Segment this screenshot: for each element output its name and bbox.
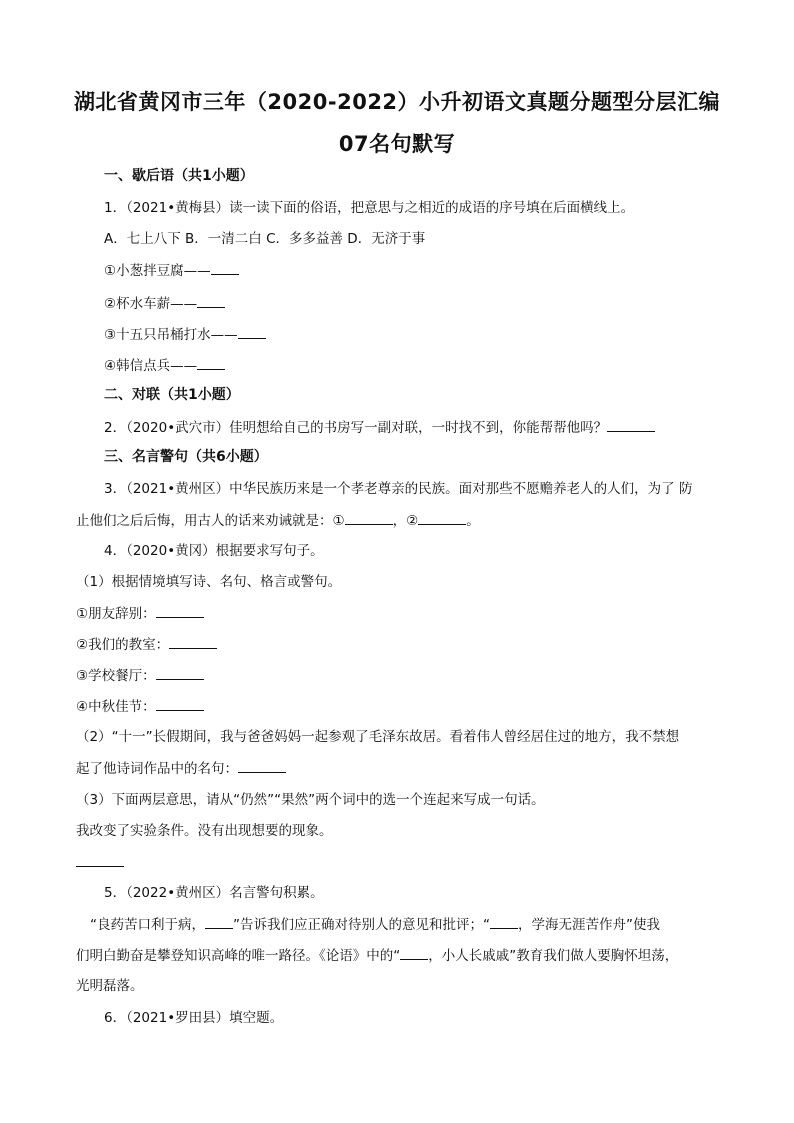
question-5-line3: 光明磊落。	[76, 978, 144, 994]
answer-blank[interactable]	[345, 510, 393, 525]
question-1-item	[104, 260, 239, 281]
document-title-line2: 07名句默写	[338, 132, 456, 156]
answer-blank[interactable]	[238, 758, 286, 773]
question-4-item	[76, 696, 204, 717]
answer-blank[interactable]	[197, 355, 225, 370]
item-label: ④中秋佳节：	[76, 699, 156, 715]
answer-blank[interactable]	[418, 510, 466, 525]
item-label: ①朋友辞别：	[76, 606, 156, 622]
section-heading-xiehouyu: 一、歇后语（共1小题）	[104, 168, 254, 184]
question-4-sub3-text: 我改变了实验条件。没有出现想要的现象。	[76, 823, 333, 839]
question-1-options: A．七上八下 B．一清二白 C．多多益善 D．无济于事	[104, 231, 426, 247]
question-4-sub3: （3）下面两层意思，请从“仍然”“果然”两个词中的选一个连起来写成一句话。	[76, 792, 545, 808]
question-4-stem: 4．（2020•黄冈）根据要求写句子。	[104, 543, 324, 559]
question-1-item	[104, 293, 225, 314]
answer-blank[interactable]	[197, 293, 225, 308]
question-4-sub2-line2	[76, 758, 286, 779]
answer-blank[interactable]	[211, 260, 239, 275]
item-label: ②我们的教室：	[76, 637, 170, 653]
question-4-sub2-text: 起了他诗词作品中的名句：	[76, 761, 238, 777]
question-5-line2	[76, 945, 678, 966]
document-title-line1: 湖北省黄冈市三年（2020-2022）小升初语文真题分题型分层汇编	[73, 90, 721, 114]
answer-blank[interactable]	[238, 324, 266, 339]
answer-blank[interactable]	[607, 417, 655, 432]
item-label: ①小葱拌豆腐——	[104, 263, 211, 279]
question-5-stem: 5．（2022•黄州区）名言警句积累。	[104, 885, 324, 901]
question-4-sub1: （1）根据情境填写诗、名句、格言或警句。	[76, 574, 342, 590]
question-5-line1	[90, 914, 660, 935]
item-label: ②杯水车薪——	[104, 296, 198, 312]
answer-blank[interactable]	[400, 945, 428, 960]
question-2-stem	[104, 417, 655, 438]
question-5-text-e: ，小人长戚戚”教育我们做人要胸怀坦荡，	[428, 948, 679, 964]
question-3-text-c: 。	[466, 513, 480, 529]
question-1-stem: 1．（2021•黄梅县）读一读下面的俗语，把意思与之相近的成语的序号填在后面横线上。	[104, 200, 635, 216]
question-6-stem: 6．（2021•罗田县）填空题。	[104, 1010, 284, 1026]
question-4-sub2-line1: （2）“十一”长假期间，我与爸爸妈妈一起参观了毛泽东故居。看着伟人曾经居住过的地方，我不禁想	[76, 729, 680, 745]
answer-blank[interactable]	[156, 696, 204, 711]
answer-blank[interactable]	[156, 603, 204, 618]
answer-blank[interactable]	[156, 665, 204, 680]
question-4-item	[76, 634, 217, 655]
question-5-text-d: 们明白勤奋是攀登知识高峰的唯一路径。《论语》中的“	[76, 948, 401, 964]
question-5-text-c: ，学海无涯苦作舟”使我	[518, 917, 660, 933]
item-label: ③学校餐厅：	[76, 668, 156, 684]
question-4-item	[76, 665, 204, 686]
question-3-text-a: 止他们之后后悔，用古人的话来劝诫就是：①	[76, 513, 345, 529]
answer-blank[interactable]	[205, 914, 233, 929]
question-3-line2	[76, 510, 480, 531]
section-heading-mingyan: 三、名言警句（共6小题）	[104, 449, 268, 465]
question-5-text-a: “良药苦口利于病，	[90, 917, 205, 933]
question-2-text: 2．（2020•武穴市）佳明想给自己的书房写一副对联，一时找不到，你能帮帮他吗？	[104, 420, 608, 436]
question-3-text-b: ，②	[392, 513, 419, 529]
answer-blank[interactable]	[490, 914, 518, 929]
answer-blank[interactable]	[76, 852, 124, 867]
question-1-item	[104, 355, 225, 376]
answer-blank[interactable]	[169, 634, 217, 649]
question-4-item	[76, 603, 204, 624]
section-heading-duilian: 二、对联（共1小题）	[104, 387, 240, 403]
item-label: ④韩信点兵——	[104, 358, 198, 374]
question-3-line1: 3．（2021•黄州区）中华民族历来是一个孝老尊亲的民族。面对那些不愿赡养老人的人们，为了 防	[104, 481, 693, 497]
question-4-sub3-answer	[76, 852, 124, 873]
question-1-item	[104, 324, 266, 345]
question-5-text-b: ”告诉我们应正确对待别人的意见和批评；“	[233, 917, 490, 933]
item-label: ③十五只吊桶打水——	[104, 327, 238, 343]
